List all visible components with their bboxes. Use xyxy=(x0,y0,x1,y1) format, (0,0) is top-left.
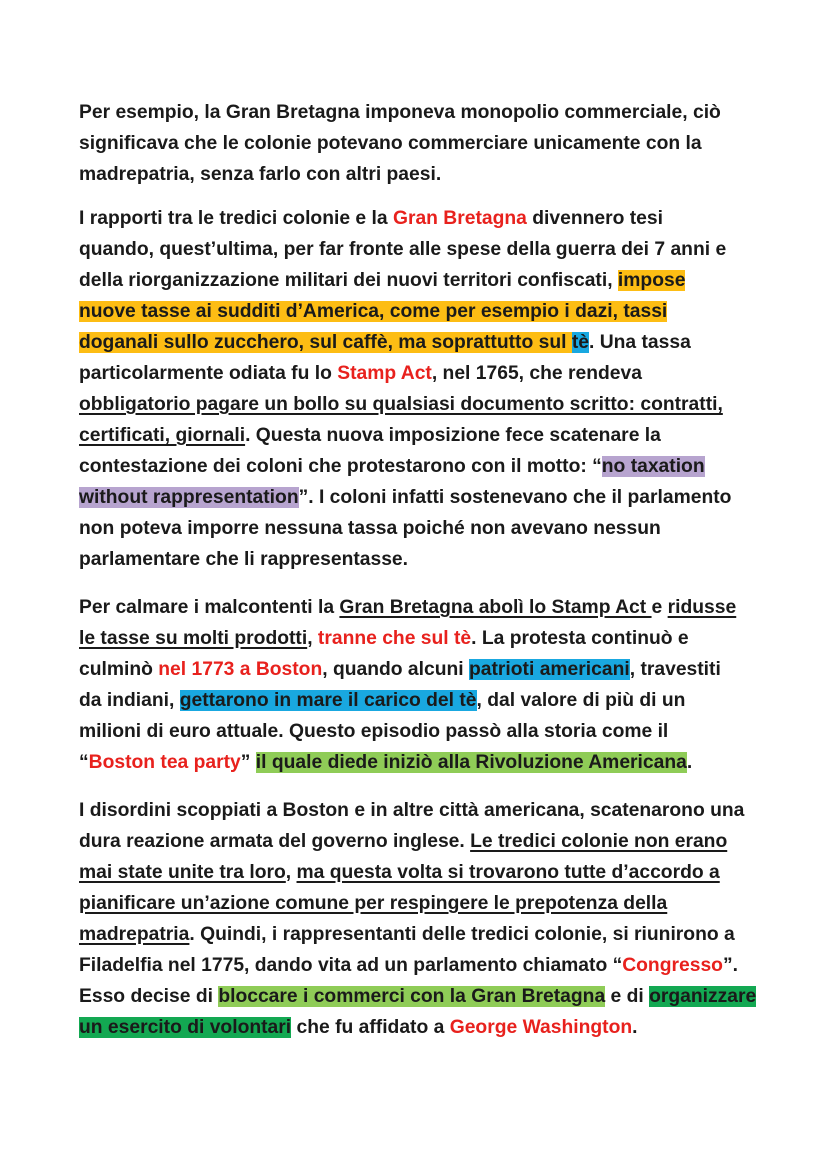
text-segment: contestazione dei coloni che protestarono con il motto: “ xyxy=(79,456,602,477)
underlined-text: ridusse xyxy=(667,597,737,618)
highlighted-text: patrioti americani xyxy=(469,659,630,680)
text-segment: Per calmare i malcontenti la xyxy=(79,597,340,618)
text-segment: , quando alcuni xyxy=(322,659,469,680)
text-segment: , xyxy=(285,862,297,883)
text-line xyxy=(79,888,778,919)
text-line xyxy=(79,592,778,623)
text-segment: . xyxy=(632,1017,638,1038)
text-segment: , dal valore di più di un xyxy=(476,690,686,711)
underlined-text: le tasse su molti prodotti xyxy=(79,628,308,649)
text-segment: della riorganizzazione militari dei nuovi territori confiscati, xyxy=(79,270,618,291)
text-segment: particolarmente odiata fu lo xyxy=(79,363,338,384)
text-line xyxy=(79,654,778,685)
text-line xyxy=(79,389,778,420)
paragraph-boston-tea-party xyxy=(79,592,778,778)
text-segment: milioni di euro attuale. Questo episodio passò alla storia come il xyxy=(79,721,669,742)
text-segment: . Una tassa xyxy=(588,332,691,353)
text-line xyxy=(79,623,778,654)
text-line xyxy=(79,747,778,778)
text-segment: . Questa nuova imposizione fece scatenare la xyxy=(245,425,661,446)
text-line xyxy=(79,544,778,575)
text-segment: Per esempio, la Gran Bretagna imponeva monopolio commerciale, ciò xyxy=(79,102,721,123)
underlined-text: Le tredici colonie non erano xyxy=(470,831,728,852)
highlighted-text: doganali sullo zucchero, sul caffè, ma soprattutto sul xyxy=(79,332,572,353)
underlined-text: obbligatorio pagare un bollo su qualsiasi documento scritto: contratti, xyxy=(79,394,723,415)
highlighted-text: il quale diede iniziò alla Rivoluzione Americana xyxy=(255,752,687,773)
highlighted-text: impose xyxy=(617,270,686,291)
text-segment: e xyxy=(651,597,668,618)
text-line xyxy=(79,327,778,358)
text-segment: dura reazione armata del governo inglese. xyxy=(79,831,471,852)
highlighted-text: nuove tasse ai sudditi d’America, come per esempio i dazi, tassi xyxy=(79,301,668,322)
emphasis-text: George Washington xyxy=(449,1017,633,1038)
text-line xyxy=(79,795,778,826)
text-segment: , xyxy=(307,628,318,649)
text-segment: ”. xyxy=(722,955,738,976)
paragraph-congresso xyxy=(79,795,778,1043)
text-line xyxy=(79,716,778,747)
emphasis-text: Gran Bretagna xyxy=(392,208,527,229)
text-segment: ” xyxy=(240,752,256,773)
text-line xyxy=(79,203,778,234)
text-line xyxy=(79,857,778,888)
text-line xyxy=(79,234,778,265)
emphasis-text: Boston tea party xyxy=(88,752,241,773)
text-segment: e di xyxy=(605,986,650,1007)
text-segment: culminò xyxy=(79,659,159,680)
underlined-text: certificati, giornali xyxy=(79,425,246,446)
text-segment: “ xyxy=(79,752,89,773)
text-line xyxy=(79,265,778,296)
text-line xyxy=(79,159,778,190)
text-segment: ”. I coloni infatti sostenevano che il parlamento xyxy=(298,487,732,508)
text-line xyxy=(79,685,778,716)
highlighted-text: without rappresentation xyxy=(79,487,299,508)
text-line xyxy=(79,128,778,159)
text-segment: I disordini scoppiati a Boston e in altre città americana, scatenarono una xyxy=(79,800,745,821)
text-segment: divennero tesi xyxy=(526,208,663,229)
text-segment: Esso decise di xyxy=(79,986,219,1007)
text-segment: quando, quest’ultima, per far fronte alle spese della guerra dei 7 anni e xyxy=(79,239,727,260)
text-segment: madrepatria, senza farlo con altri paesi. xyxy=(79,164,442,185)
underlined-text: mai state unite tra loro xyxy=(79,862,286,883)
underlined-text: madrepatria xyxy=(79,924,190,945)
text-line xyxy=(79,296,778,327)
text-segment: che fu affidato a xyxy=(291,1017,450,1038)
text-segment: . xyxy=(686,752,693,773)
highlighted-text: gettarono in mare il carico del tè xyxy=(179,690,477,711)
text-segment: I rapporti tra le tredici colonie e la xyxy=(79,208,393,229)
text-segment: da indiani, xyxy=(79,690,180,711)
text-line xyxy=(79,1012,778,1043)
text-line xyxy=(79,482,778,513)
highlighted-text: tè xyxy=(571,332,589,353)
text-segment: significava che le colonie potevano commerciare unicamente con la xyxy=(79,133,702,154)
highlighted-text: no taxation xyxy=(601,456,705,477)
underlined-text: pianificare un’azione comune per respingere le prepotenza della xyxy=(79,893,668,914)
text-line xyxy=(79,950,778,981)
highlighted-text: organizzare xyxy=(649,986,757,1007)
emphasis-text: nel 1773 a Boston xyxy=(158,659,323,680)
emphasis-text: Congresso xyxy=(622,955,723,976)
text-line xyxy=(79,358,778,389)
highlighted-text: un esercito di volontari xyxy=(79,1017,292,1038)
text-line xyxy=(79,919,778,950)
text-segment: Filadelfia nel 1775, dando vita ad un parlamento chiamato “ xyxy=(79,955,623,976)
text-segment: parlamentare che li rappresentasse. xyxy=(79,549,409,570)
text-segment: . Quindi, i rappresentanti delle tredici colonie, si riunirono a xyxy=(189,924,735,945)
underlined-text: Gran Bretagna abolì lo Stamp Act xyxy=(339,597,652,618)
text-line xyxy=(79,97,778,128)
underlined-text: ma questa volta si trovarono tutte d’accordo a xyxy=(296,862,720,883)
text-line xyxy=(79,981,778,1012)
paragraph-monopolio xyxy=(79,97,778,190)
highlighted-text: bloccare i commerci con la Gran Bretagna xyxy=(218,986,606,1007)
text-line xyxy=(79,826,778,857)
emphasis-text: Stamp Act xyxy=(337,363,432,384)
text-segment: . La protesta continuò e xyxy=(471,628,689,649)
paragraph-rapporti xyxy=(79,203,778,575)
text-line xyxy=(79,451,778,482)
text-segment: , nel 1765, che rendeva xyxy=(431,363,642,384)
text-segment: non poteva imporre nessuna tassa poiché non avevano nessun xyxy=(79,518,661,539)
text-line xyxy=(79,420,778,451)
text-line xyxy=(79,513,778,544)
text-segment: , travestiti xyxy=(629,659,721,680)
emphasis-text: tranne che sul tè xyxy=(317,628,472,649)
